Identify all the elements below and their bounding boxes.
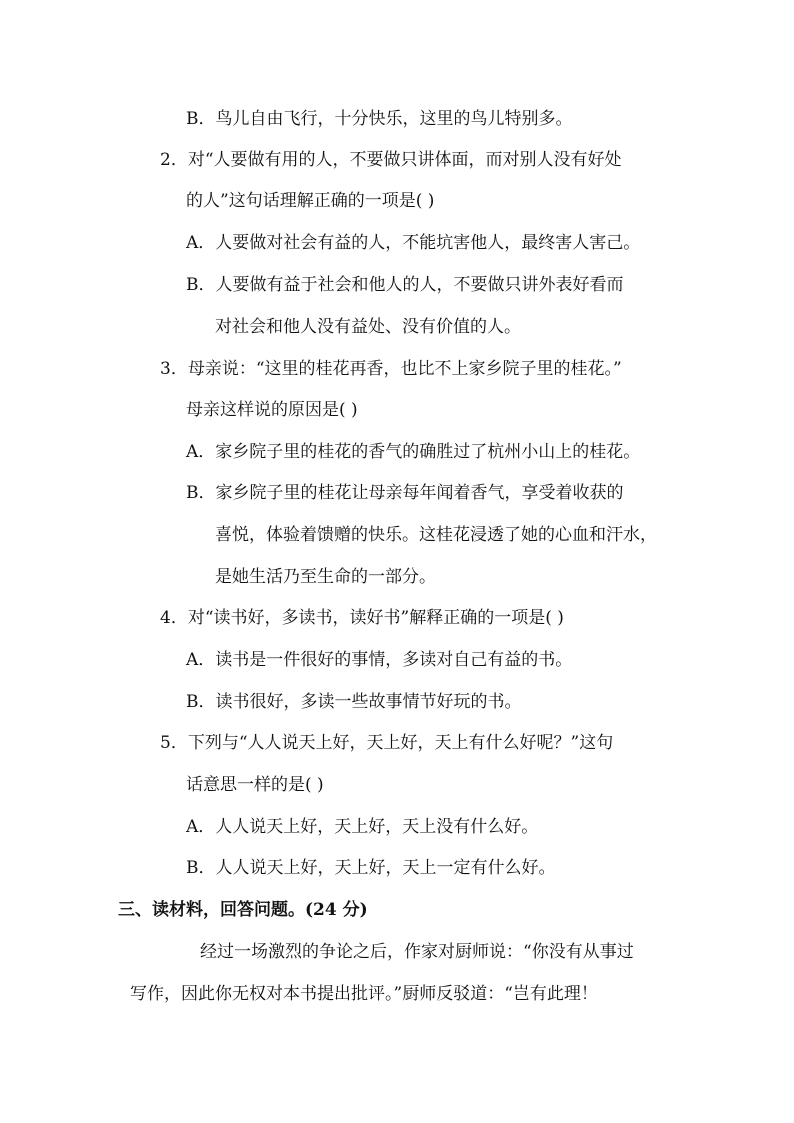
q5-option-b: B．人人说天上好，天上好，天上一定有什么好。 [186,858,556,878]
q3-option-b-cont1: 喜悦，体验着馈赠的快乐。这桂花浸透了她的心血和汗水， [215,525,657,545]
question-5: 5．下列与“人人说天上好，天上好，天上有什么好呢？”这句 [160,733,614,753]
q1-option-b: B．鸟儿自由飞行，十分快乐，这里的鸟儿特别多。 [186,109,573,129]
question-2-cont: 的人”这句话理解正确的一项是( ) [186,191,435,211]
q2-option-b-cont: 对社会和他人没有益处、没有价值的人。 [215,317,521,337]
q4-option-b: B．读书很好，多读一些故事情节好玩的书。 [186,692,522,712]
passage-line-2: 写作，因此你无权对本书提出批评。”厨师反驳道：“岂有此理！ [130,984,598,1004]
question-3-cont: 母亲这样说的原因是( ) [186,400,358,420]
q2-option-b: B．人要做有益于社会和他人的人，不要做只讲外表好看而 [186,275,624,295]
q5-option-a: A．人人说天上好，天上好，天上没有什么好。 [186,817,539,837]
question-3: 3．母亲说：“这里的桂花再香，也比不上家乡院子里的桂花。” [160,359,622,379]
q4-option-a: A．读书是一件很好的事情，多读对自己有益的书。 [186,650,573,670]
passage-line-1: 经过一场激烈的争论之后，作家对厨师说：“你没有从事过 [200,942,634,962]
question-5-cont: 话意思一样的是( ) [186,775,324,795]
q3-option-b-cont2: 是她生活乃至生命的一部分。 [215,567,436,587]
question-2: 2．对“人要做有用的人，不要做只讲体面，而对别人没有好处 [160,150,622,170]
question-4: 4．对“读书好，多读书，读好书”解释正确的一项是( ) [160,608,564,628]
q3-option-b: B．家乡院子里的桂花让母亲每年闻着香气，享受着收获的 [186,483,624,503]
section-3-heading: 三、读材料，回答问题。(24 分) [118,900,368,920]
q3-option-a: A．家乡院子里的桂花的香气的确胜过了杭州小山上的桂花。 [186,442,641,462]
q2-option-a: A．人要做对社会有益的人，不能坑害他人，最终害人害己。 [186,233,641,253]
